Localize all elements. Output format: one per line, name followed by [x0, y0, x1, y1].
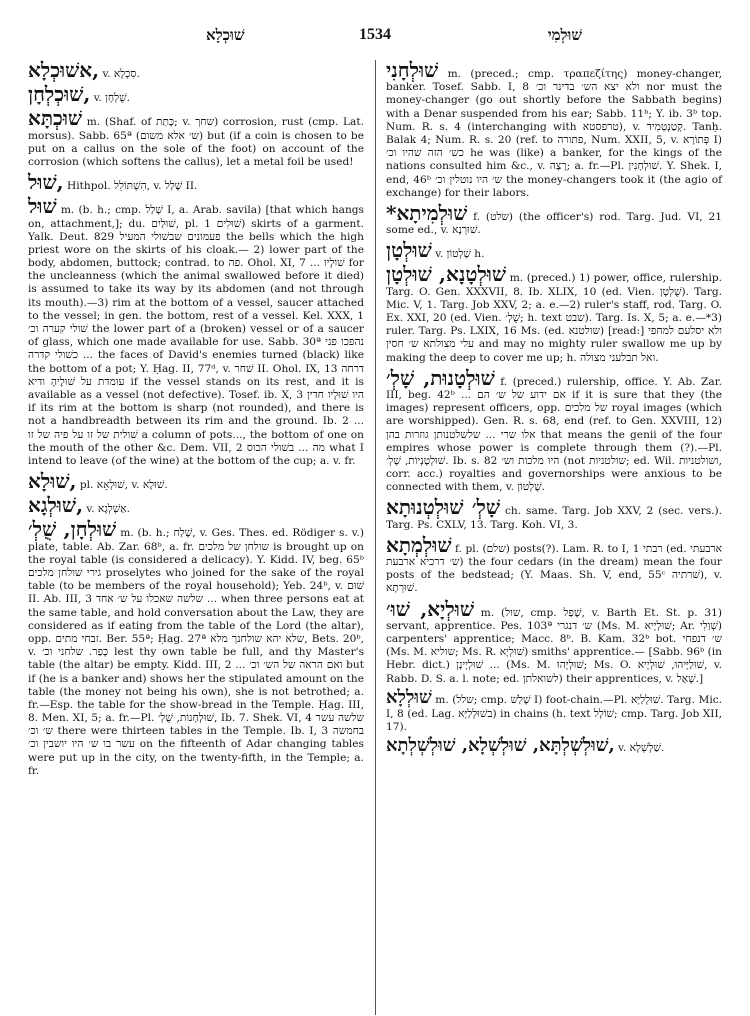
dictionary-entry — [28, 196, 364, 468]
entry-headword: שׁוּל — [28, 194, 57, 219]
dictionary-entry — [386, 686, 723, 734]
entry-definition: m. (Shaf. of כָּתַת; v. שחך) corrosion, rust (cmp. Lat. morsus). Sabb. 65ª (ש׳ אלא משום) but (if a coin is chosen to be put on a callus on the sole of the foot) on account of the corrosion (which softens the callus), let a metal foil be used! — [28, 116, 364, 168]
dictionary-entry — [386, 240, 722, 261]
header-left-word: שׁוּכְלָא — [206, 26, 245, 44]
entry-definition: ch. same. Targ. Job XXV, 2 (sec. vers.). Targ. Ps. CXLV, 13. Targ. Koh. VI, 3. — [386, 505, 722, 531]
entry-headword: שׁוּכְלְחָן, — [28, 82, 91, 107]
entry-definition: f. (preced.) rulership, office. Y. Ab. Zar. III, beg. 42ᵇ ... אם ידוע של ש׳ הם if it is sure that they (the images) represent officers, opp. של מלכים royal images (which are worshipped). Gen. R. s. 68, end (ref. to Gen. XXVIII, 12) אלו שרי ... שלשלטנותן גוזרות בהן that means the genii of the four empires whose power is complete through them (?).—Pl. שׁוּלְטָנְיוֹת, שָׁלְ׳. Ib. s. 82 היו מלכות וש׳ (not שולטניות; ed. Wil. ושולטניות, corr. acc.) royalties and governorships were anxious to be connected with them, v. שָׁלְטוֹן. — [386, 375, 723, 494]
entry-headword: אשׁוּכְלָא, — [28, 58, 100, 82]
entry-headword: שׁוּלְיָא, שׁוּ׳ — [386, 596, 474, 621]
entry-headword: שׁוּלְמְתָא — [386, 532, 452, 557]
entry-headword: שׁוּלְגָא, — [28, 493, 84, 518]
entry-headword: שׁוּלָא, — [28, 469, 77, 494]
entry-headword: שׁוּל, — [28, 170, 64, 195]
entry-headword: שׁוּלְשְׁלְתָּא, שׁוּלְשְׁלָא, שׁוּלְשְׁלְתָא, — [386, 734, 615, 756]
dictionary-entry — [28, 60, 364, 81]
left-column — [28, 60, 364, 781]
dictionary-entry — [386, 497, 722, 531]
entry-definition: v. אַשְׁלְגָא. — [86, 503, 130, 516]
entry-definition: v. שַׁלְשְׁלָא. — [618, 741, 665, 754]
entry-definition: pl. שׁוּלְאָא, v. שׁוּלָא. — [79, 479, 168, 492]
dictionary-entry — [28, 471, 364, 492]
dictionary-entry — [386, 60, 722, 200]
dictionary-entry — [28, 108, 364, 169]
dictionary-entry — [28, 519, 364, 778]
entry-headword: שׁוּלְלָא — [386, 686, 432, 708]
page-number: 1534 — [359, 26, 391, 43]
entry-headword: שׁוּכְתָּא — [28, 106, 83, 131]
entry-headword: שׁוּלְחָן, שֻׁלְ׳ — [28, 517, 117, 542]
entry-headword: שׁוּלְטָנוּת, שָׁלְ׳ — [386, 365, 495, 390]
entry-headword: *שׁוּלְמִיתָא — [386, 200, 468, 225]
dictionary-entry — [28, 495, 364, 516]
dictionary-entry — [28, 84, 364, 105]
entry-definition: f. (שלט) (the officer's) rod. Targ. Jud. VI, 21 some ed., v. שׁוּרְנָא. — [386, 210, 722, 237]
entry-definition: m. (b. h.; שָׁלַח, v. Ges. Thes. ed. Rödiger s. v.) plate, table. Ab. Zar. 68ᵇ, a. fr. שולחן של מלכים is brought up on the royal table (is considered a delicacy). Y. Kidd. IV, beg. 65ᵇ גירי שולחן מלכים proselytes who joined for the sake of the royal table (to be members of the royal household); Yeb. 24ᵇ, v. שׁוּם II. Ab. III, 3 שלשה שאכלו על ש׳ אחד ... when three persons eat at the same table, and hold conversation about the Law, they are considered as if eating from the table of the Lord (the altar), opp. זבחי מתים. Ber. 55ª; Ḥag. 27ª שלא יהא שולחנך מלא, Bets. 20ᵇ, v. כָּפַר. שלחני וכ׳ lest thy own table be full, and thy Master's table (the altar) be empty. Kidd. III, 2 ... ואם הראה של הש׳ וכ׳ but if (he is a banker and) shows her the stipulated amount on the table (the money not being his own), she is not betrothed; a. fr.—Esp. the table for the show-bread in the Temple. Ḥag. III, 8. Men. XI, 5; a. fr.—Pl. שׁוּלְחָנוֹת, שֻׁלְ׳, Ib. 7. Shek. VI, 4 שלשה עשר ש׳ וכ׳ there were thirteen tables in the Temple. Ib. I, 3 בחמשה עשר בו ש׳ היו יושבין וכ׳ on the fifteenth of Adar changing tables were put up in the city, on the twenty-fifth, in the Temple; a. fr. — [28, 527, 365, 777]
entry-headword: שׁוּלְחָנִי — [386, 58, 439, 82]
dictionary-entry — [386, 264, 722, 364]
entry-definition: m. (b. h.; cmp. שָׁלַל I, a. Arab. savila) [that which hangs on, attachment,]; du. שׁוּלַיִם, pl. שׁוּלִים 1) skirts of a garment. Yalk. Deut. 829 פעמונים שבשׁולי המעיל the bells which the high priest wore on the skirts of his cloak.— 2) lower part of the body, abdomen, buttock; contrad. to פה. Ohol. XI, 7 ... שׁולָיו for the uncleanness (which the animal swallowed before it died) is assumed to take its way by its abdomen (and not through its mouth).—3) rim at the bottom of a vessel, saucer attached to the vessel; in gen. the bottom, rest of a vessel. Kel. XXX, 1 שׁולי קערה וכ׳ the lower part of a (broken) vessel or of a saucer of glass, which one made available for use. Sabb. 30ª נהפכו פני ... כשׁולי קדרה the faces of David's enemies turned (black) like the bottom of a pot; Y. Ḥag. II, 77ᵈ, v. שׁחר II. Ohol. IX, 13 דרחה עומדת על שׁוּלֶיהָ ודיא if the vessel stands on its rest, and it is available as a vessel (not defective). Tosef. ib. X, 3 היו שׁוּלָיו חדין if its rim at the bottom is sharp (not rounded), and there is not a handbreadth between its rim and the ground. Ib. 2 ... שׁולית של זו על פיה של זו a column of pots..., the bottom of one on the mouth of the other &c. Dem. VII, 2 מה ... בשׁולי הכוס what I intend to leave (of the wine) at the bottom of the cup; a. v. fr. — [28, 204, 365, 467]
entry-definition: m. (preced.; cmp. τραπεζίτης) money-changer, banker. Tosef. Sabb. I, 8 ולא יצא הש׳ בדינר וכ׳ nor must the money-changer (go out shortly before the Sabbath begins) with a Denar suspended from his ear; Sabb. 11ᵇ; Y. ib. 3ᵇ top. Num. R. s. 4 (interchanging with טרפסטא), v. קְטַנְטְמִיד. Tanḥ. Balak 4; Num. R. s. 20 (ref. to פתורה, Num. XXII, 5, v. פְּתוֹרָא I) כש׳ הזה שהיו וכ׳ he was (like) a banker, for the kings of the nations consulted him &c., v. רָצָה; a. fr.—Pl. שׁוּלְחָנִין. Y. Shek. I, end, 46ᵇ ש׳ היו נוטלין וכ׳ the money-changers took it (the agio of exchange) for their labors. — [386, 68, 723, 199]
running-header — [28, 22, 722, 52]
right-column — [386, 60, 722, 781]
entry-definition: v. שֻׁלְחָן. — [93, 92, 130, 105]
two-column-body — [28, 60, 722, 781]
entry-definition: m. (preced.) 1) power, office, rulership. Targ. O. Gen. XXXVII, 8. Ib. XLIX, 10 (ed. Vien. שֻׁלְטָן). Targ. Mic. V, 1. Targ. Job XXV, 2; a. e.—2) ruler's staff, rod. Targ. O. Ex. XXI, 20 (ed. Vien. שֻׁלְ׳; h. text שבט). Targ. Is. X, 5; a. e.—*3) ruler. Targ. Ps. LXIX, 16 Ms. (ed. שולטנא) [read:] ולא יסלעם למחפי עלי מצולתא ש׳ חסין and may no mighty ruler swallow me up by making the deep to cover me up; h. ואל תבלעני מצולה. — [386, 272, 723, 364]
dictionary-entry — [386, 200, 722, 237]
entry-definition: m. (שלל; cmp. שָׁלַשׁ I) foot-chain.—Pl. שׁוּלְלַיָּא. Targ. Mic. I, 8 (ed. Lag. בשׁוּלְלַיָּא) in chains (h. text שׁוֹלָל; cmp. Targ. Job XII, 17). — [386, 693, 723, 733]
entry-headword: שׁוּלְטָנָא, שׁוּלְטָן — [386, 262, 507, 287]
column-divider — [375, 60, 376, 1015]
dictionary-entry — [386, 532, 722, 596]
dictionary-entry — [386, 596, 722, 686]
dictionary-entry — [386, 734, 722, 756]
dictionary-entry — [386, 365, 723, 495]
dictionary-entry — [28, 172, 364, 193]
entry-definition: Hithpol. הִשְׁתּוֹלֵל, v. שָׁלַל II. — [66, 180, 198, 193]
entry-definition: m. (שול, cmp. שָׁפַל, v. Barth Et. St. p. 31) servant, apprentice. Pes. 103ª ש׳ דנגרי (Ms. M. שׁוּלְיָיא; Ar. שְׁוַלִי) carpenters' apprentice; Macc. 8ᵇ. B. Kam. 32ᵇ bot. ש׳ דנפחי (Ms. M. שוליא; Ms. R. שׁוּלְיָא) smiths' apprentice.— [Sabb. 96ᵇ (in Hebr. dict.) שׁוּלְיָינָן ... (Ms. M. שׁוּלְיָהוּ; Ms. O. שׁוּלַיָּיהוּ, שׁוּלְיָיא, v. Rabb. D. S. a. l. note; ed. לשואלתן) their apprentices, v. שָׁאַל.] — [386, 606, 722, 685]
entry-definition: v. סִכְלָא. — [102, 68, 140, 80]
entry-headword: שׁוּלְטָן — [386, 238, 432, 263]
entry-definition: f. pl. (שלם) posts(?). Lam. R. to I, 1 רבתי (ed. ארבעתי ש׳ דרכיא ארבעת) the four cedars (in the dream) mean the four posts of the bedstead; (Y. Maas. Sh. V, end, 55ᶜ שׁרתיה), v. שׁוּרְתָא. — [386, 542, 722, 595]
header-right-word: שׁוּלְמִי — [547, 26, 582, 44]
entry-definition: v. שָׁלְטוֹן h. — [435, 248, 485, 261]
entry-headword: שָׁלְ׳ שׁוּלְטְנוּתָא — [386, 495, 501, 520]
